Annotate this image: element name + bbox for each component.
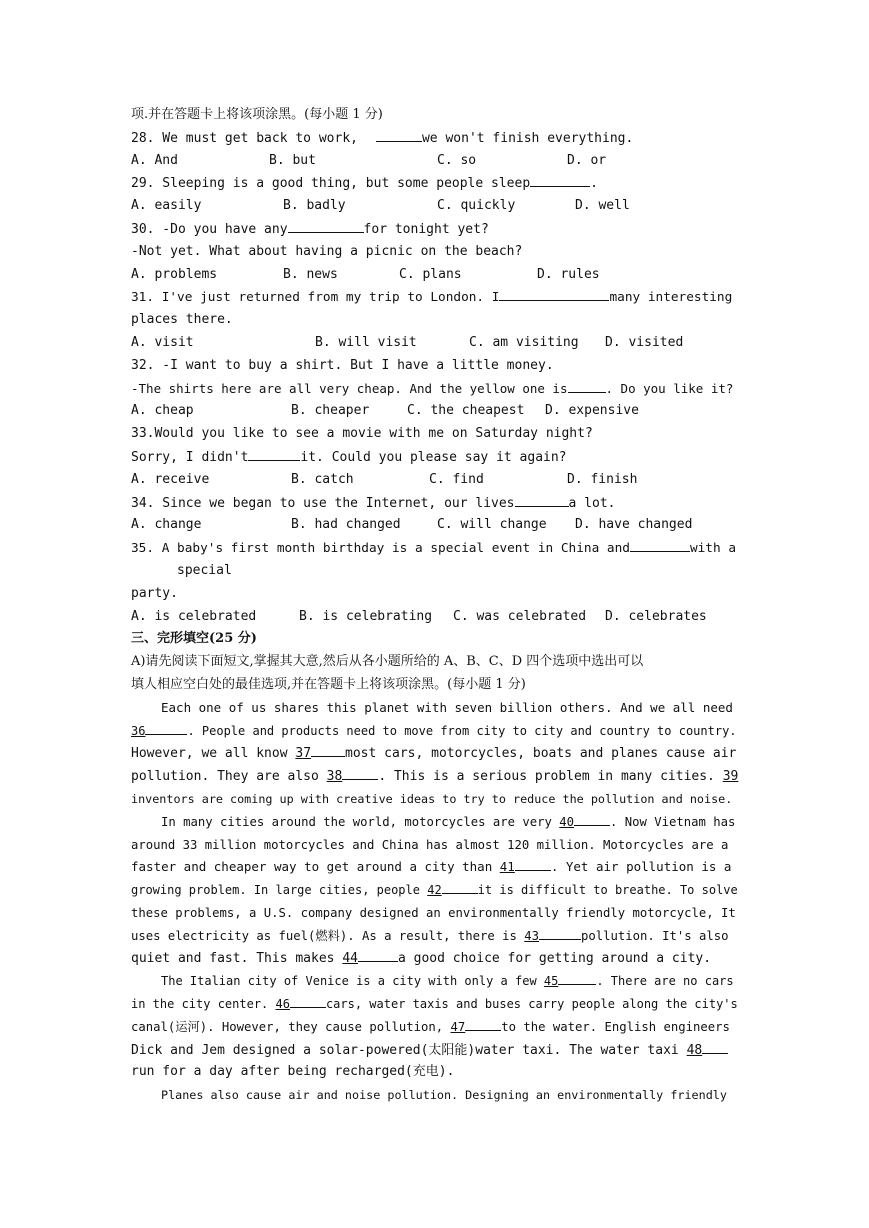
q33-option-a: A. receive [131, 471, 210, 487]
q29-option-a: A. easily [131, 198, 202, 214]
passage-p2-line7-a: quiet and fast. This makes [131, 951, 343, 967]
q32-line2 [131, 378, 737, 401]
q29-option-b: B. badly [283, 198, 346, 214]
q31-option-c: C. am visiting [469, 334, 579, 350]
q28-option-b: B. but [269, 152, 316, 168]
passage-p3-line3-b: to the water. English engineers [501, 1019, 730, 1034]
blank-43: 43 [524, 928, 540, 943]
section-3-title: 三、完形填空(25 分) [131, 631, 257, 647]
blank-38: 38 [326, 769, 343, 785]
q33-line2 [131, 446, 737, 469]
q29-stem-end: . [590, 176, 598, 192]
blank-39: 39 [722, 769, 739, 785]
q35-option-c: C. was celebrated [453, 608, 587, 624]
passage-p1-line4-b: . This is a serious problem in many cities. [378, 769, 723, 785]
q35-blank [630, 537, 690, 552]
passage-p3-line2-b: cars, water taxis and buses carry people along the city's [325, 997, 738, 1012]
q35-option-b: B. is celebrating [299, 608, 433, 624]
q30-stem: 30. -Do you have any [131, 221, 288, 237]
q28-option-c: C. so [437, 152, 477, 168]
q34-option-d: D. have changed [575, 517, 693, 533]
q35-stem: 35. A baby's first month birthday is a special event in China and [131, 541, 630, 557]
passage-p1-line4-a: pollution. They are also [131, 769, 327, 785]
q32-stem-end: . Do you like it? [605, 380, 734, 396]
question-30 [131, 218, 737, 241]
q32-option-a: A. cheap [131, 403, 194, 419]
question-32: 32. -I want to buy a shirt. But I have a little money. [131, 357, 554, 373]
q33-option-b: B. catch [291, 471, 354, 487]
q30-blank [288, 218, 364, 233]
q31-blank [499, 286, 609, 301]
passage-p3-line1 [131, 970, 737, 993]
q34-option-b: B. had changed [291, 517, 401, 533]
passage-p1-line3 [131, 742, 737, 765]
passage-p3-line2 [131, 993, 737, 1016]
passage-p2-line5: these problems, a U.S. company designed an environmentally friendly motorcycle, It [131, 905, 736, 920]
q33-blank [248, 446, 300, 461]
passage-p1-line4 [131, 765, 737, 788]
q29-stem: 29. Sleeping is a good thing, but some people sleep [131, 176, 531, 192]
question-34 [131, 492, 737, 515]
passage-p1-line5: inventors are coming up with creative ideas to try to reduce the pollution and noise. [131, 791, 733, 806]
passage-p2-line7 [131, 947, 737, 970]
q35-option-d: D. celebrates [605, 608, 707, 624]
q34-blank [515, 492, 569, 507]
section-3-instruction-2: 填人相应空白处的最佳选项,并在答题卡上将该项涂黑。(每小题 1 分) [131, 676, 526, 692]
q33-stem: Sorry, I didn't [131, 449, 249, 465]
q35-line3: party. [131, 585, 178, 601]
blank-44: 44 [342, 951, 358, 967]
passage-p1-line2-text: . People and products need to move from city to city and country to country. [187, 723, 737, 738]
q31-options [131, 332, 737, 355]
passage-p2-line3-b: . Yet air pollution is a [550, 859, 732, 875]
q28-option-d: D. or [567, 152, 607, 168]
q28-blank [376, 127, 422, 142]
passage-p3-line1-b: . There are no cars [596, 974, 734, 989]
passage-p1-line2 [131, 720, 737, 743]
q31-stem-end: many interesting [609, 290, 733, 306]
q30-option-c: C. plans [399, 266, 462, 282]
q34-stem: 34. Since we began to use the Internet, our lives [131, 495, 515, 511]
q32-options [131, 400, 737, 423]
q35-line2: special [177, 562, 232, 578]
passage-p2-line3 [131, 856, 737, 879]
passage-p3-line3-a: canal(运河). However, they cause pollution, [131, 1019, 451, 1034]
q34-option-c: C. will change [437, 517, 547, 533]
q28-options [131, 150, 737, 173]
question-29 [131, 172, 737, 195]
q35-options [131, 606, 737, 629]
q30-option-a: A. problems [131, 266, 218, 282]
q32-option-d: D. expensive [545, 403, 639, 419]
passage-p3-line2-a: in the city center. [131, 997, 276, 1012]
q34-options [131, 514, 737, 537]
question-28 [131, 127, 737, 150]
q30-option-b: B. news [283, 266, 338, 282]
q29-option-c: C. quickly [437, 198, 516, 214]
q31-option-a: A. visit [131, 334, 194, 350]
passage-p3-line4 [131, 1039, 737, 1062]
blank-48: 48 [686, 1042, 703, 1058]
q30-line2: -Not yet. What about having a picnic on the beach? [131, 243, 523, 259]
q33-option-c: C. find [429, 471, 484, 487]
q33-stem-end: it. Could you please say it again? [300, 449, 567, 465]
section-3-instruction-1: A)请先阅读下面短文,掌握其大意,然后从各小题所给的 A、B、C、D 四个选项中选出可以 [131, 654, 644, 670]
blank-42: 42 [427, 883, 442, 898]
q35-option-a: A. is celebrated [131, 608, 257, 624]
question-31 [131, 286, 737, 309]
passage-p4-line1: Planes also cause air and noise pollution. Designing an environmentally friendly [161, 1088, 727, 1103]
q31-line2: places there. [131, 312, 233, 328]
question-33: 33.Would you like to see a movie with me on Saturday night? [131, 426, 593, 442]
q31-option-d: D. visited [605, 334, 684, 350]
passage-p1-line1: Each one of us shares this planet with seven billion others. And we all need [161, 699, 733, 715]
blank-37: 37 [295, 746, 312, 762]
q34-stem-end: a lot. [568, 495, 616, 511]
q28-stem: 28. We must get back to work, [131, 130, 358, 146]
q32-option-c: C. the cheapest [407, 403, 525, 419]
passage-p2-line1-b: . Now Vietnam has [610, 814, 736, 829]
q30-stem-end: for tonight yet? [363, 221, 489, 237]
passage-p3-line4-a: Dick and Jem designed a solar-powered(太阳能)water taxi. The water taxi [131, 1042, 687, 1058]
passage-p1-line3-a: However, we all know [131, 746, 296, 762]
passage-p2-line2: around 33 million motorcycles and China has almost 120 million. Motorcycles are a [131, 837, 729, 852]
passage-p2-line4-a: growing problem. In large cities, people [131, 883, 428, 898]
blank-46: 46 [275, 997, 290, 1012]
q31-stem: 31. I've just returned from my trip to London. I [131, 290, 500, 306]
passage-p2-line6-b: pollution. It's also [581, 928, 729, 943]
blank-36: 36 [131, 723, 146, 738]
q32-blank [568, 378, 606, 393]
blank-41: 41 [499, 859, 515, 875]
passage-p2-line3-a: faster and cheaper way to get around a city than [131, 859, 500, 875]
blank-40: 40 [559, 814, 575, 829]
intro-tail: 项.并在答题卡上将该项涂黑。(每小题 1 分) [131, 107, 383, 122]
document-page [131, 104, 737, 1107]
blank-45: 45 [543, 974, 559, 989]
q29-blank [530, 172, 590, 187]
passage-p2-line1-a: In many cities around the world, motorcycles are very [161, 814, 560, 829]
passage-p2-line6 [131, 925, 737, 948]
q32-option-b: B. cheaper [291, 403, 370, 419]
q30-options [131, 264, 737, 287]
q29-options [131, 195, 737, 218]
passage-p3-line3 [131, 1016, 737, 1039]
q34-option-a: A. change [131, 517, 202, 533]
passage-p2-line6-a: uses electricity as fuel(燃料). As a result, there is [131, 928, 525, 943]
q30-option-d: D. rules [537, 266, 600, 282]
q33-option-d: D. finish [567, 471, 638, 487]
passage-p3-line5: run for a day after being recharged(充电). [131, 1064, 455, 1080]
question-35 [131, 537, 737, 560]
q29-option-d: D. well [575, 198, 630, 214]
q33-options [131, 469, 737, 492]
q28-stem-end: we won't finish everything. [421, 130, 634, 146]
q31-option-b: B. will visit [315, 334, 417, 350]
q32-stem: -The shirts here are all very cheap. And the yellow one is [131, 380, 568, 396]
passage-p2-line4-b: it is difficult to breathe. To solve [477, 883, 738, 898]
passage-p3-line1-a: The Italian city of Venice is a city with only a few [161, 974, 544, 989]
passage-p2-line1 [131, 811, 737, 834]
passage-p2-line4 [131, 879, 737, 902]
q35-stem-end: with a [689, 541, 737, 557]
blank-47: 47 [450, 1019, 466, 1034]
passage-p2-line7-b: a good choice for getting around a city. [397, 951, 712, 967]
passage-p1-line3-b: most cars, motorcycles, boats and planes cause air [345, 746, 737, 762]
q28-option-a: A. And [131, 152, 178, 168]
